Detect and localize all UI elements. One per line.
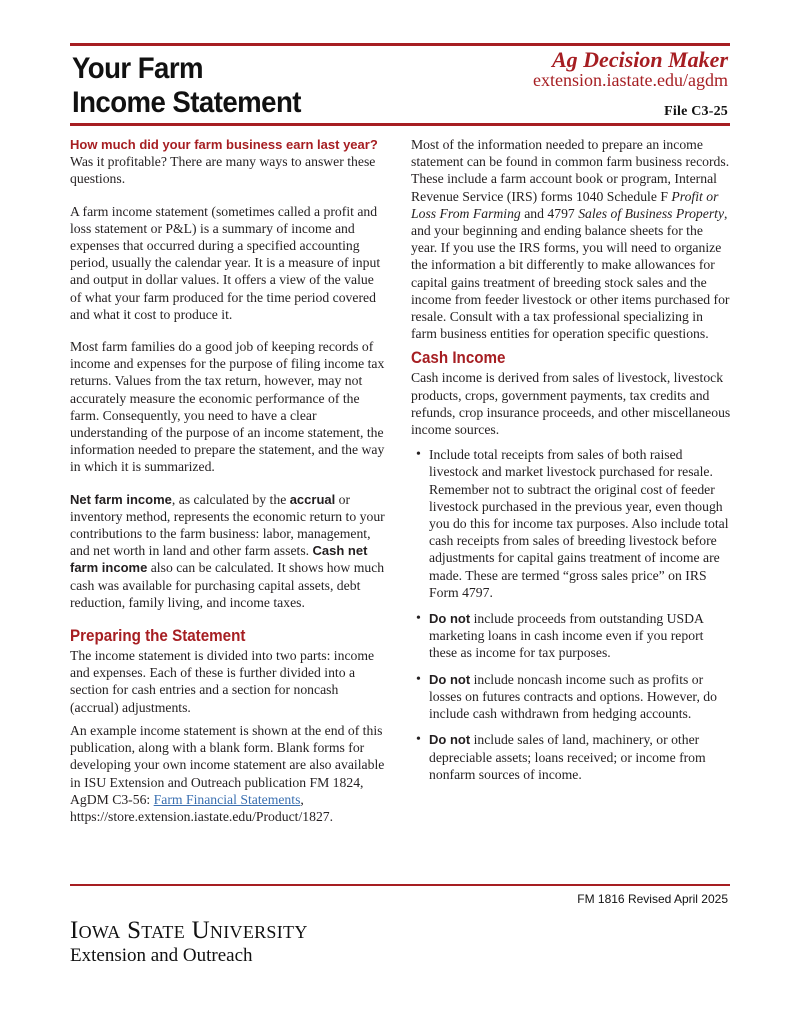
text-segment: , and your beginning and ending balance sheets for the year. If you use the IRS forms, you will need to organize the information a bit differently to make allowances for capital gains treatment of breeding stock sales and the income from feeder livestock or other items purchased for resale. Consult with a tax professional specializing in farm business entities for operation specific questions.: [411, 205, 730, 342]
do-not-label: Do not: [429, 611, 471, 627]
lead-question: How much did your farm business earn last year?: [70, 137, 378, 152]
agdm-brand-block: [533, 49, 728, 89]
text-segment: or inventory method, represents the economic return to your contributions to the farm business: labor, management, and net worth in land and other farm assets.: [70, 491, 385, 559]
paragraph-information-sources: [411, 136, 731, 342]
right-column: [411, 136, 731, 792]
paragraph-definition: A farm income statement (sometimes called a profit and loss statement or P&L) is a summary of income and expenses that occurred during a specified accounting period, usually the calendar year. It is a measure of input and output in dollar values. It offers a view of the value of what your farm produced for the time period covered and what it cost to produce it.: [70, 203, 381, 322]
paragraph-net-farm-income: [70, 491, 388, 611]
text-segment: , as calculated by the: [171, 491, 290, 507]
left-column: [70, 136, 388, 840]
title-line-2: Income Statement: [72, 86, 301, 119]
form-title-4797: Sales of Business Property: [578, 205, 725, 221]
do-not-label: Do not: [429, 671, 471, 687]
paragraph-records: Most farm families do a good job of keeping records of income and expenses for the purpose of filing income tax returns. Values from the tax return, however, may not accurately measure the economic performance of the farm. Consequently, you need to have a clear understanding of the purpose of an income statement, the information needed to prepare the statement, and the way in which it is summarized.: [70, 339, 385, 475]
paragraph-two-parts: The income statement is divided into two parts: income and expenses. Each of these is further divided into a section for cash entries and a section for noncash (accrual) adjustments.: [70, 648, 375, 715]
agdm-brand-name: Ag Decision Maker: [552, 47, 728, 72]
text-segment: include noncash income such as profits or losses on futures contracts and options. However, do include cash withdrawn from hedging accounts.: [429, 671, 717, 722]
file-number: File C3-25: [664, 104, 728, 119]
isu-wordmark: Iowa State University: [70, 917, 308, 944]
form-title-schedule-f: Profit or Loss From Farming: [411, 188, 719, 221]
list-item: [411, 731, 731, 783]
intro-paragraph: [70, 136, 388, 188]
list-item: • Include total receipts from sales of both raised livestock and market livestock purchased for resale. Remember not to subtract the original cost of feeder livestock purchased in the previous year, even though you do this for income tax purposes. Also include total cash receipts from sales of breeding livestock before adjustments for capital gains treatment of income are made. These are termed “gross sales price” on IRS Form 4797.: [411, 446, 731, 601]
do-not-label: Do not: [429, 732, 471, 748]
publication-code: FM 1816 Revised April 2025: [577, 892, 728, 906]
text-segment: , https://store.extension.iastate.edu/Product/1827.: [70, 791, 334, 824]
text-segment: also can be calculated. It shows how much cash was available for purchasing capital assets, debt reduction, family living, and income taxes.: [70, 560, 385, 610]
term-accrual: accrual: [289, 491, 336, 507]
title-line-1: Your Farm: [72, 52, 204, 85]
paragraph-cash-income: Cash income is derived from sales of livestock, livestock products, crops, government payments, tax credits and refunds, crop insurance proceeds, and other miscellaneous income sources.: [411, 370, 731, 438]
list-item: [411, 671, 731, 723]
intro-text: Was it profitable? There are many ways to answer these questions.: [70, 154, 376, 187]
term-cash-net-farm-income: Cash net farm income: [70, 543, 368, 576]
text-segment: Most of the information needed to prepare an income statement can be found in common farm business records. These include a farm account book or program, Internal Revenue Service (IRS) forms 1040 Schedule F: [411, 137, 730, 204]
paragraph-example: [70, 722, 388, 825]
list-item: [411, 610, 731, 662]
text-segment: and 4797: [520, 205, 579, 221]
top-rule: [70, 43, 730, 46]
header-rule: [70, 123, 730, 126]
heading-cash-income: Cash Income: [411, 349, 506, 368]
heading-preparing-statement: Preparing the Statement: [70, 627, 246, 646]
text-segment: An example income statement is shown at the end of this publication, along with a blank form. Blank forms for developing your own income statement are also available in ISU Extension and Outreach publication FM 1824, AgDM C3-56:: [70, 722, 385, 807]
agdm-url[interactable]: extension.iastate.edu/agdm: [533, 70, 728, 90]
farm-financial-statements-link[interactable]: Farm Financial Statements: [153, 791, 301, 807]
isu-logo: [70, 917, 308, 967]
page-title: [72, 52, 301, 120]
footer-rule: [70, 884, 730, 886]
term-net-farm-income: Net farm income: [70, 491, 172, 507]
isu-extension-unit: Extension and Outreach: [70, 945, 253, 966]
text-segment: include sales of land, machinery, or other depreciable assets; loans received; or income from nonfarm sources of income.: [429, 732, 706, 782]
text-segment: include proceeds from outstanding USDA marketing loans in cash income even if you report these as income for tax purposes.: [429, 611, 704, 661]
cash-income-bullets: [411, 446, 731, 783]
